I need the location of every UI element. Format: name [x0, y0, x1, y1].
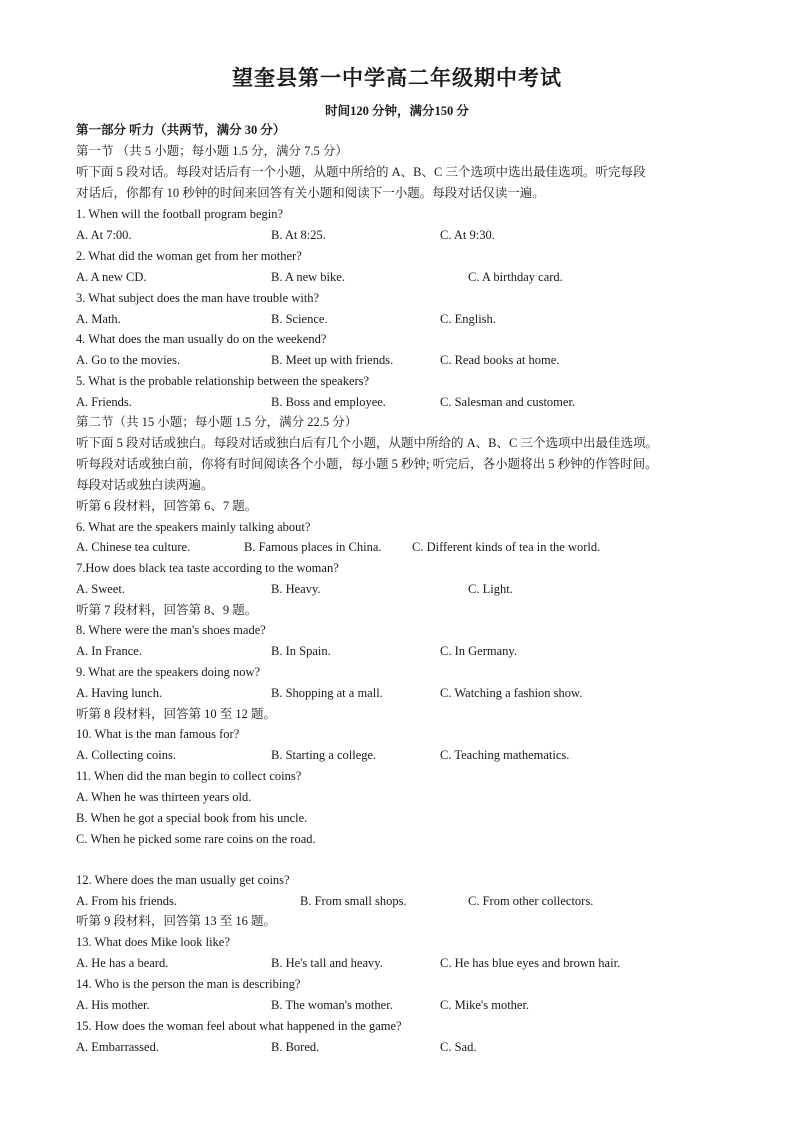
- question-12: 12. Where does the man usually get coins?: [76, 873, 290, 887]
- q13-option-c: C. He has blue eyes and brown hair.: [440, 956, 621, 970]
- material-9-instruction: 听第 9 段材料，回答第 13 至 16 题。: [76, 914, 277, 928]
- section2-instruction-1: 听下面 5 段对话或独白。每段对话或独白后有几个小题，从题中所给的 A、B、C 三个选项中出最佳选项。: [76, 436, 658, 450]
- q14-option-a: A. His mother.: [76, 998, 150, 1012]
- q5-option-c: C. Salesman and customer.: [440, 395, 576, 409]
- question-3: 3. What subject does the man have trouble with?: [76, 291, 320, 305]
- question-2: 2. What did the woman get from her mother?: [76, 249, 302, 263]
- section1-heading: 第一节 （共 5 小题；每小题 1.5 分，满分 7.5 分）: [76, 144, 348, 158]
- material-8-instruction: 听第 8 段材料，回答第 10 至 12 题。: [76, 707, 277, 721]
- part1-heading: 第一部分 听力（共两节，满分 30 分）: [76, 123, 286, 137]
- q7-option-a: A. Sweet.: [76, 582, 125, 596]
- q8-option-b: B. In Spain.: [271, 644, 331, 658]
- q15-option-a: A. Embarrassed.: [76, 1040, 159, 1054]
- exam-title: 望奎县第一中学高二年级期中考试: [232, 66, 562, 90]
- exam-subtitle: 时间120 分钟，满分150 分: [325, 104, 469, 118]
- question-4: 4. What does the man usually do on the weekend?: [76, 332, 327, 346]
- q13-option-b: B. He's tall and heavy.: [271, 956, 383, 970]
- q3-option-a: A. Math.: [76, 312, 121, 326]
- q12-option-a: A. From his friends.: [76, 894, 178, 908]
- q6-option-c: C. Different kinds of tea in the world.: [412, 540, 601, 554]
- q10-option-a: A. Collecting coins.: [76, 748, 176, 762]
- question-6: 6. What are the speakers mainly talking about?: [76, 520, 311, 534]
- q14-option-c: C. Mike's mother.: [440, 998, 530, 1012]
- q11-option-b: B. When he got a special book from his uncle.: [76, 811, 308, 825]
- q7-option-b: B. Heavy.: [271, 582, 321, 596]
- q5-option-a: A. Friends.: [76, 395, 132, 409]
- question-1: 1. When will the football program begin?: [76, 207, 284, 221]
- q9-option-c: C. Watching a fashion show.: [440, 686, 583, 700]
- q1-option-b: B. At 8:25.: [271, 228, 326, 242]
- q7-option-c: C. Light.: [468, 582, 513, 596]
- q1-option-a: A. At 7:00.: [76, 228, 132, 242]
- q14-option-b: B. The woman's mother.: [271, 998, 393, 1012]
- question-15: 15. How does the woman feel about what happened in the game?: [76, 1019, 402, 1033]
- material-6-instruction: 听第 6 段材料，回答第 6、7 题。: [76, 499, 258, 513]
- q13-option-a: A. He has a beard.: [76, 956, 169, 970]
- q9-option-a: A. Having lunch.: [76, 686, 163, 700]
- q3-option-b: B. Science.: [271, 312, 328, 326]
- q8-option-a: A. In France.: [76, 644, 142, 658]
- q6-option-b: B. Famous places in China.: [244, 540, 382, 554]
- question-8: 8. Where were the man's shoes made?: [76, 623, 266, 637]
- q6-option-a: A. Chinese tea culture.: [76, 540, 191, 554]
- q9-option-b: B. Shopping at a mall.: [271, 686, 383, 700]
- q4-option-a: A. Go to the movies.: [76, 353, 181, 367]
- q2-option-b: B. A new bike.: [271, 270, 345, 284]
- material-7-instruction: 听第 7 段材料，回答第 8、9 题。: [76, 603, 258, 617]
- question-9: 9. What are the speakers doing now?: [76, 665, 261, 679]
- q11-option-a: A. When he was thirteen years old.: [76, 790, 252, 804]
- q8-option-c: C. In Germany.: [440, 644, 517, 658]
- question-5: 5. What is the probable relationship between the speakers?: [76, 374, 370, 388]
- section1-instruction-2: 对话后，你都有 10 秒钟的时间来回答有关小题和阅读下一小题。每段对话仅读一遍。: [76, 186, 545, 200]
- q12-option-b: B. From small shops.: [300, 894, 407, 908]
- q4-option-c: C. Read books at home.: [440, 353, 560, 367]
- q3-option-c: C. English.: [440, 312, 496, 326]
- q11-option-c: C. When he picked some rare coins on the road.: [76, 832, 316, 846]
- q10-option-c: C. Teaching mathematics.: [440, 748, 570, 762]
- question-13: 13. What does Mike look like?: [76, 935, 230, 949]
- q15-option-b: B. Bored.: [271, 1040, 320, 1054]
- section2-heading: 第二节（共 15 小题；每小题 1.5 分，满分 22.5 分）: [76, 415, 358, 429]
- q4-option-b: B. Meet up with friends.: [271, 353, 394, 367]
- section2-instruction-2: 听每段对话或独白前，你将有时间阅读各个小题，每小题 5 秒钟; 听完后，各小题将出 5 秒钟的作答时间。: [76, 457, 658, 471]
- section2-instruction-3: 每段对话或独白读两遍。: [76, 478, 214, 492]
- section1-instruction-1: 听下面 5 段对话。每段对话后有一个小题，从题中所给的 A、B、C 三个选项中选出最佳选项。听完每段: [76, 165, 646, 179]
- question-7: 7.How does black tea taste according to the woman?: [76, 561, 339, 575]
- q1-option-c: C. At 9:30.: [440, 228, 495, 242]
- question-14: 14. Who is the person the man is describing?: [76, 977, 301, 991]
- q2-option-a: A. A new CD.: [76, 270, 147, 284]
- question-10: 10. What is the man famous for?: [76, 727, 240, 741]
- q5-option-b: B. Boss and employee.: [271, 395, 386, 409]
- q2-option-c: C. A birthday card.: [468, 270, 563, 284]
- q12-option-c: C. From other collectors.: [468, 894, 594, 908]
- question-11: 11. When did the man begin to collect coins?: [76, 769, 302, 783]
- q10-option-b: B. Starting a college.: [271, 748, 377, 762]
- q15-option-c: C. Sad.: [440, 1040, 477, 1054]
